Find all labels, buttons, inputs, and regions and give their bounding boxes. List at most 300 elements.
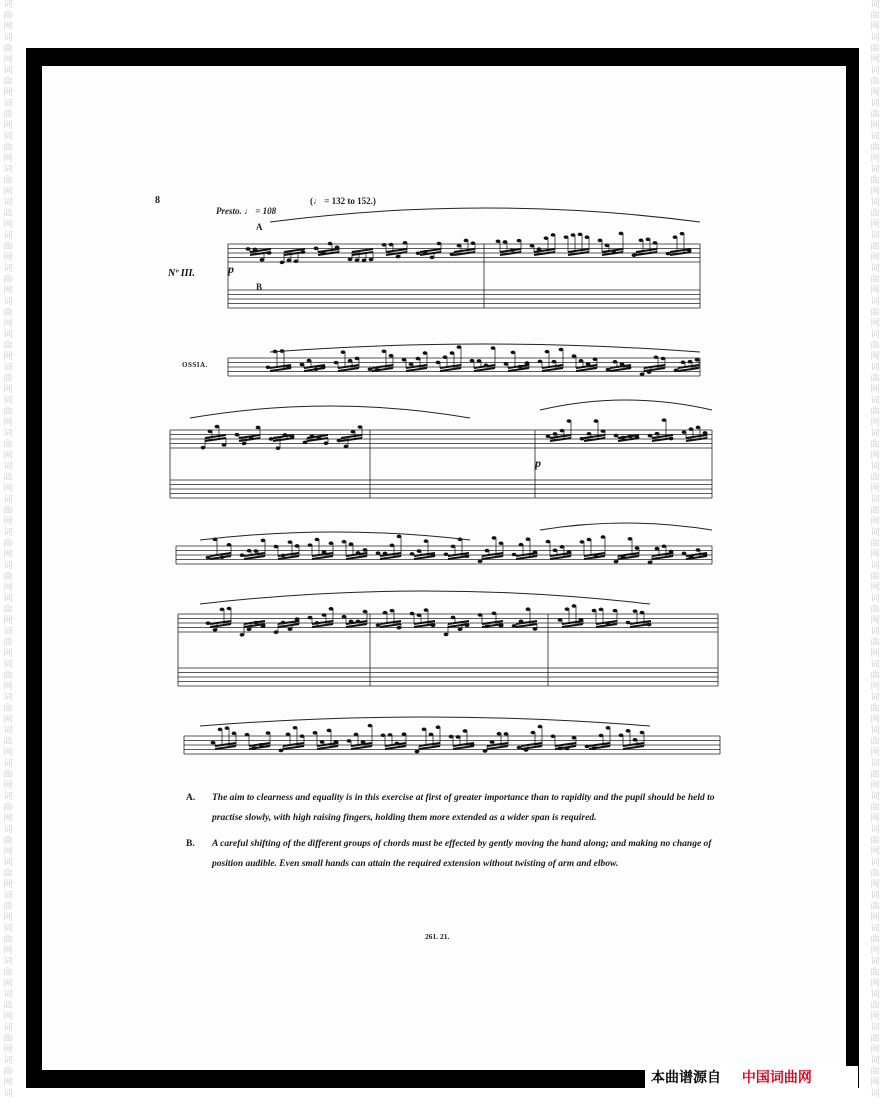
s3-treble-notehead	[533, 627, 538, 631]
slur	[270, 208, 700, 222]
s1-treble2-notehead	[496, 239, 501, 243]
watermark-char: 网	[3, 550, 13, 560]
watermark-char: 词	[3, 462, 13, 472]
s2-treble-notehead	[269, 437, 274, 441]
s3-ossia-notehead	[327, 729, 332, 733]
watermark-char: 曲	[3, 605, 13, 615]
s1-treble2-notehead	[632, 253, 637, 257]
s1-ossia-notehead	[654, 355, 659, 359]
watermark-char: 曲	[3, 110, 13, 120]
exercise-number: Nº III.	[168, 268, 195, 279]
s1-treble2-notehead	[653, 241, 658, 245]
s1-ossia-notehead	[300, 363, 305, 367]
s3-ossia-notehead	[211, 741, 216, 745]
s2-ossia-notehead	[329, 541, 334, 545]
watermark-char: 词	[3, 1023, 13, 1033]
watermark-char: 词	[870, 462, 880, 472]
watermark-char: 曲	[3, 209, 13, 219]
watermark-char: 词	[870, 429, 880, 439]
watermark-char: 网	[3, 154, 13, 164]
watermark-char: 词	[3, 495, 13, 505]
s2-ossia-notehead	[546, 540, 551, 544]
s3-treble-notehead	[288, 627, 293, 631]
s1-ossia-notehead	[334, 361, 339, 365]
s1-treble2-notehead	[571, 233, 576, 237]
watermark-char: 网	[3, 814, 13, 824]
s2-ossia-notehead	[601, 535, 606, 539]
s2-treble2-notehead	[560, 429, 565, 433]
s3-treble-notehead	[512, 624, 517, 628]
watermark-char: 网	[870, 649, 880, 659]
s2-treble2-notehead	[689, 427, 694, 431]
s2-ossia-notehead	[492, 536, 497, 540]
s3-ossia-notehead	[633, 738, 638, 742]
note-b-letter: B.	[186, 839, 195, 849]
s3-treble-notehead	[308, 616, 313, 620]
s1-treble-notehead	[355, 258, 360, 262]
s1-treble2-notehead	[530, 244, 535, 248]
s2-ossia-notehead	[254, 549, 259, 553]
watermark-char: 网	[870, 979, 880, 989]
watermark-char: 曲	[870, 671, 880, 681]
s1-treble2-notehead	[666, 252, 671, 256]
s1-ossia-notehead	[341, 350, 346, 354]
s2-treble2-notehead	[682, 430, 687, 434]
watermark-char: 网	[870, 121, 880, 131]
watermark-char: 曲	[870, 242, 880, 252]
s2-treble-notehead	[256, 426, 261, 430]
s3-treble-notehead	[390, 609, 395, 613]
watermark-char: 曲	[3, 407, 13, 417]
watermark-char: 网	[870, 715, 880, 725]
s3-treble2-notehead	[592, 609, 597, 613]
watermark-char: 曲	[3, 1001, 13, 1011]
watermark-char: 曲	[870, 473, 880, 483]
s3-treble-notehead	[220, 608, 225, 612]
watermark-char: 曲	[870, 638, 880, 648]
s1-treble-notehead	[464, 239, 469, 243]
s2-treble-notehead	[242, 442, 247, 446]
s1-treble-notehead	[403, 241, 408, 245]
s1-ossia-notehead	[511, 351, 516, 355]
watermark-char: 网	[3, 616, 13, 626]
watermark-char: 网	[3, 748, 13, 758]
watermark-char: 网	[870, 517, 880, 527]
watermark-char: 曲	[870, 110, 880, 120]
performance-notes	[186, 788, 726, 880]
s3-ossia-notehead	[381, 733, 386, 737]
watermark-char: 曲	[3, 44, 13, 54]
watermark-char: 网	[3, 385, 13, 395]
s2-ossia-notehead	[342, 540, 347, 544]
s1-treble2-notehead	[564, 235, 569, 239]
watermark-char: 网	[3, 880, 13, 890]
watermark-char: 曲	[870, 572, 880, 582]
watermark-char: 网	[870, 385, 880, 395]
s2-treble2-notehead	[587, 432, 592, 436]
s2-ossia-notehead	[553, 549, 558, 553]
watermark-char: 词	[3, 891, 13, 901]
watermark-char: 网	[3, 286, 13, 296]
watermark-char: 词	[870, 330, 880, 340]
s3-ossia-notehead	[572, 736, 577, 740]
watermark-char: 词	[870, 132, 880, 142]
watermark-char: 曲	[3, 671, 13, 681]
watermark-char: 网	[3, 649, 13, 659]
tempo-marking: Presto. ♩ = 108	[216, 206, 277, 216]
s2-treble2-notehead	[546, 434, 551, 438]
s3-ossia-notehead	[293, 726, 298, 730]
watermark-char: 网	[870, 1078, 880, 1088]
s2-treble2-notehead	[696, 426, 701, 430]
watermark-char: 网	[870, 451, 880, 461]
watermark-char: 词	[870, 924, 880, 934]
watermark-char: 曲	[870, 770, 880, 780]
watermark-char: 网	[3, 715, 13, 725]
watermark-char: 词	[3, 825, 13, 835]
s1-ossia-notehead	[681, 361, 686, 365]
watermark-char: 网	[870, 22, 880, 32]
watermark-char: 曲	[870, 143, 880, 153]
watermark-char: 曲	[3, 935, 13, 945]
s2-treble-notehead	[215, 425, 220, 429]
s2-treble-notehead	[337, 439, 342, 443]
note-b-text: A careful shifting of the different groups of chords must be effected by gently moving the hand along; and making no change of position audible. Even small hands can attain the required extension without twisting of arm and elbow.	[212, 839, 712, 869]
watermark-char: 词	[3, 396, 13, 406]
s1-treble-notehead	[280, 261, 285, 265]
s1-treble2-notehead	[503, 240, 508, 244]
s3-treble-notehead	[410, 612, 415, 616]
source-site-link[interactable]: 中国词曲网	[741, 1070, 812, 1086]
s3-ossia-notehead	[599, 734, 604, 738]
s3-ossia-notehead	[347, 739, 352, 743]
s3-treble2-notehead	[558, 618, 563, 622]
s2-ossia-notehead	[648, 561, 653, 565]
watermark-char: 曲	[3, 770, 13, 780]
s1-treble-notehead	[362, 259, 367, 263]
slur	[200, 532, 470, 540]
watermark-char: 网	[870, 1012, 880, 1022]
watermark-char: 词	[3, 990, 13, 1000]
watermark-char: 词	[3, 165, 13, 175]
watermark-char: 网	[3, 121, 13, 131]
s3-treble2-notehead	[599, 608, 604, 612]
watermark-char: 词	[870, 627, 880, 637]
slur	[200, 717, 650, 726]
watermark-char: 词	[3, 66, 13, 76]
watermark-char: 曲	[3, 539, 13, 549]
s3-ossia-notehead	[388, 733, 393, 737]
s3-ossia-notehead	[218, 728, 223, 732]
s2-treble-notehead	[303, 441, 308, 445]
s2-ossia-notehead	[560, 545, 565, 549]
watermark-char: 曲	[3, 11, 13, 21]
watermark-char: 网	[870, 220, 880, 230]
s2-treble-notehead	[344, 445, 349, 449]
s3-treble-notehead	[206, 621, 211, 625]
s2-ossia-notehead	[417, 549, 422, 553]
s1-ossia-notehead	[457, 345, 462, 349]
s3-ossia-notehead	[266, 731, 271, 735]
watermark-char: 网	[870, 946, 880, 956]
watermark-char: 曲	[3, 473, 13, 483]
watermark-char: 词	[870, 660, 880, 670]
watermark-char: 曲	[3, 308, 13, 318]
s1-ossia-notehead	[382, 349, 387, 353]
s2-ossia-notehead	[410, 552, 415, 556]
s2-ossia-notehead	[349, 542, 354, 546]
s2-ossia-notehead	[295, 544, 300, 548]
s1-ossia-notehead	[266, 365, 271, 369]
watermark-char: 网	[3, 583, 13, 593]
watermark-char: 词	[3, 660, 13, 670]
watermark-char: 曲	[870, 1034, 880, 1044]
watermark-char: 网	[3, 22, 13, 32]
watermark-char: 网	[870, 286, 880, 296]
s1-treble2-notehead	[578, 233, 583, 237]
s1-treble-notehead	[437, 242, 442, 246]
note-a-letter: A.	[186, 793, 196, 803]
watermark-char: 网	[870, 484, 880, 494]
watermark-char: 网	[870, 1045, 880, 1055]
s3-treble-notehead	[478, 613, 483, 617]
s2-treble2-notehead	[567, 419, 572, 423]
s3-ossia-notehead	[402, 732, 407, 736]
s2-treble2-notehead	[614, 434, 619, 438]
watermark-char: 网	[870, 847, 880, 857]
slur	[540, 400, 712, 410]
watermark-char: 词	[870, 1023, 880, 1033]
watermark-char: 词	[870, 792, 880, 802]
s2-ossia-notehead	[315, 538, 320, 542]
ossia-label: OSSIA.	[182, 361, 208, 369]
s3-treble2-notehead	[565, 607, 570, 611]
s2-ossia-notehead	[635, 546, 640, 550]
s3-treble-notehead	[444, 633, 449, 637]
s3-treble-notehead	[417, 613, 422, 617]
watermark-char: 网	[3, 847, 13, 857]
s1-treble-notehead	[246, 247, 251, 251]
watermark-char: 网	[3, 55, 13, 65]
watermark-char: 词	[3, 561, 13, 571]
watermark-char: 词	[3, 264, 13, 274]
s3-ossia-notehead	[456, 735, 461, 739]
watermark-char: 曲	[3, 869, 13, 879]
s2-ossia-notehead	[580, 540, 585, 544]
watermark-char: 网	[870, 616, 880, 626]
s3-ossia-notehead	[449, 735, 454, 739]
s2-treble2-notehead	[594, 419, 599, 423]
s3-ossia-notehead	[320, 740, 325, 744]
s3-ossia-notehead	[640, 731, 645, 735]
slur	[540, 523, 712, 530]
watermark-char: 曲	[870, 605, 880, 615]
s2-treble-notehead	[351, 430, 356, 434]
watermark-char: 词	[870, 33, 880, 43]
s3-treble2-notehead	[633, 609, 638, 613]
s2-treble-notehead	[358, 425, 363, 429]
s2-ossia-notehead	[526, 537, 531, 541]
s1-ossia-notehead	[661, 357, 666, 361]
watermark-char: 网	[3, 352, 13, 362]
watermark-char: 网	[870, 154, 880, 164]
s2-treble2-notehead	[553, 432, 558, 436]
s3-ossia-notehead	[436, 725, 441, 729]
s1-ossia-notehead	[307, 359, 312, 363]
watermark-char: 网	[3, 319, 13, 329]
s1-ossia-notehead	[552, 360, 557, 364]
watermark-char: 网	[870, 55, 880, 65]
watermark-char: 曲	[3, 275, 13, 285]
watermark-char: 曲	[870, 374, 880, 384]
s1-treble-notehead	[389, 243, 394, 247]
watermark-char: 网	[870, 781, 880, 791]
watermark-char: 词	[3, 231, 13, 241]
s2-treble2-notehead	[648, 434, 653, 438]
s1-ossia-notehead	[606, 368, 611, 372]
watermark-char: 词	[3, 33, 13, 43]
s3-treble2-notehead	[572, 604, 577, 608]
source-label: 本曲谱源自	[651, 1070, 721, 1086]
s1-treble2-notehead	[673, 235, 678, 239]
s2-treble2-notehead	[580, 437, 585, 441]
watermark-char: 网	[870, 88, 880, 98]
watermark-char: 词	[3, 297, 13, 307]
watermark-char: 曲	[3, 341, 13, 351]
watermark-char: 曲	[3, 803, 13, 813]
watermark-char: 网	[870, 352, 880, 362]
watermark-char: 网	[3, 88, 13, 98]
s1-ossia-notehead	[674, 368, 679, 372]
s2-treble-notehead	[276, 446, 281, 450]
s3-treble-notehead	[240, 633, 245, 637]
s1-ossia-notehead	[640, 372, 645, 376]
s1-treble-notehead	[457, 244, 462, 248]
watermark-char: 词	[870, 363, 880, 373]
s2-ossia-notehead	[519, 543, 524, 547]
s1-treble2-notehead	[544, 236, 549, 240]
watermark-char: 曲	[870, 1067, 880, 1077]
s3-ossia-notehead	[279, 749, 284, 753]
s3-ossia-notehead	[300, 734, 305, 738]
s2-ossia-notehead	[390, 544, 395, 548]
s3-treble-notehead	[342, 615, 347, 619]
s3-ossia-notehead	[490, 740, 495, 744]
s3-ossia-notehead	[429, 733, 434, 737]
s1-treble-notehead	[348, 258, 353, 262]
s1-treble2-notehead	[646, 238, 651, 242]
note-b	[186, 834, 726, 874]
s3-treble-notehead	[451, 616, 456, 620]
watermark-char: 网	[3, 913, 13, 923]
s3-ossia-notehead	[606, 726, 611, 730]
watermark-char: 词	[870, 396, 880, 406]
s1-ossia-notehead	[538, 360, 543, 364]
s1-treble-notehead	[328, 242, 333, 246]
s1-ossia-notehead	[402, 358, 407, 362]
watermark-char: 曲	[3, 176, 13, 186]
watermark-char: 词	[870, 561, 880, 571]
watermark-char: 网	[3, 484, 13, 494]
watermark-char: 曲	[3, 902, 13, 912]
s3-ossia-notehead	[245, 733, 250, 737]
s3-ossia-notehead	[368, 724, 373, 728]
s3-treble-notehead	[383, 611, 388, 615]
watermark-char: 曲	[3, 638, 13, 648]
s1-treble-notehead	[287, 258, 292, 262]
watermark-char: 曲	[870, 11, 880, 21]
watermark-char: 网	[3, 1045, 13, 1055]
dynamic-piano-2: p	[535, 456, 541, 470]
s1-treble-notehead	[260, 258, 265, 262]
s2-ossia-notehead	[444, 552, 449, 556]
s1-treble2-notehead	[517, 239, 522, 243]
watermark-char: 曲	[870, 935, 880, 945]
s1-ossia-notehead	[572, 354, 577, 358]
s1-treble2-notehead	[639, 238, 644, 242]
s3-ossia-notehead	[232, 732, 237, 736]
s1-treble-notehead	[416, 251, 421, 255]
s1-ossia-notehead	[559, 348, 564, 352]
s3-ossia-notehead	[483, 749, 488, 753]
s2-ossia-notehead	[274, 545, 279, 549]
s3-ossia-notehead	[497, 732, 502, 736]
s3-treble-notehead	[329, 607, 334, 611]
watermark-char: 网	[3, 253, 13, 263]
watermark-char: 词	[3, 528, 13, 538]
watermark-char: 曲	[3, 968, 13, 978]
s2-treble2-notehead	[662, 418, 667, 422]
s2-treble-notehead	[222, 443, 227, 447]
s2-ossia-notehead	[451, 545, 456, 549]
s2-ossia-notehead	[363, 548, 368, 552]
s2-ossia-notehead	[682, 552, 687, 556]
s3-treble-notehead	[424, 608, 429, 612]
s1-ossia-notehead	[470, 359, 475, 363]
s2-ossia-notehead	[655, 547, 660, 551]
s2-ossia-notehead	[376, 551, 381, 555]
watermark-char: 词	[3, 858, 13, 868]
watermark-char: 曲	[3, 1067, 13, 1077]
s3-ossia-notehead	[225, 726, 230, 730]
s2-treble-notehead	[235, 433, 240, 437]
s2-ossia-notehead	[587, 538, 592, 542]
slur	[190, 406, 470, 418]
s1-ossia-notehead	[593, 357, 598, 361]
watermark-char: 词	[3, 792, 13, 802]
s1-ossia-notehead	[688, 360, 693, 364]
s3-ossia-notehead	[286, 732, 291, 736]
source-banner[interactable]	[645, 1066, 858, 1090]
s3-ossia-notehead	[585, 745, 590, 749]
s1-treble2-notehead	[585, 235, 590, 239]
slur	[270, 344, 700, 352]
s3-treble-notehead	[376, 623, 381, 627]
watermark-char: 词	[3, 924, 13, 934]
s1-ossia-notehead	[348, 359, 353, 363]
page-number: 8	[155, 195, 160, 206]
watermark-char: 曲	[3, 242, 13, 252]
s3-treble-notehead	[526, 607, 531, 611]
watermark-char: 词	[870, 264, 880, 274]
s2-ossia-notehead	[485, 549, 490, 553]
watermark-char: 词	[870, 825, 880, 835]
s3-ossia-notehead	[415, 750, 420, 754]
s2-treble-notehead	[324, 441, 329, 445]
watermark-char: 曲	[3, 440, 13, 450]
watermark-char: 曲	[3, 143, 13, 153]
watermark-char: 曲	[3, 737, 13, 747]
